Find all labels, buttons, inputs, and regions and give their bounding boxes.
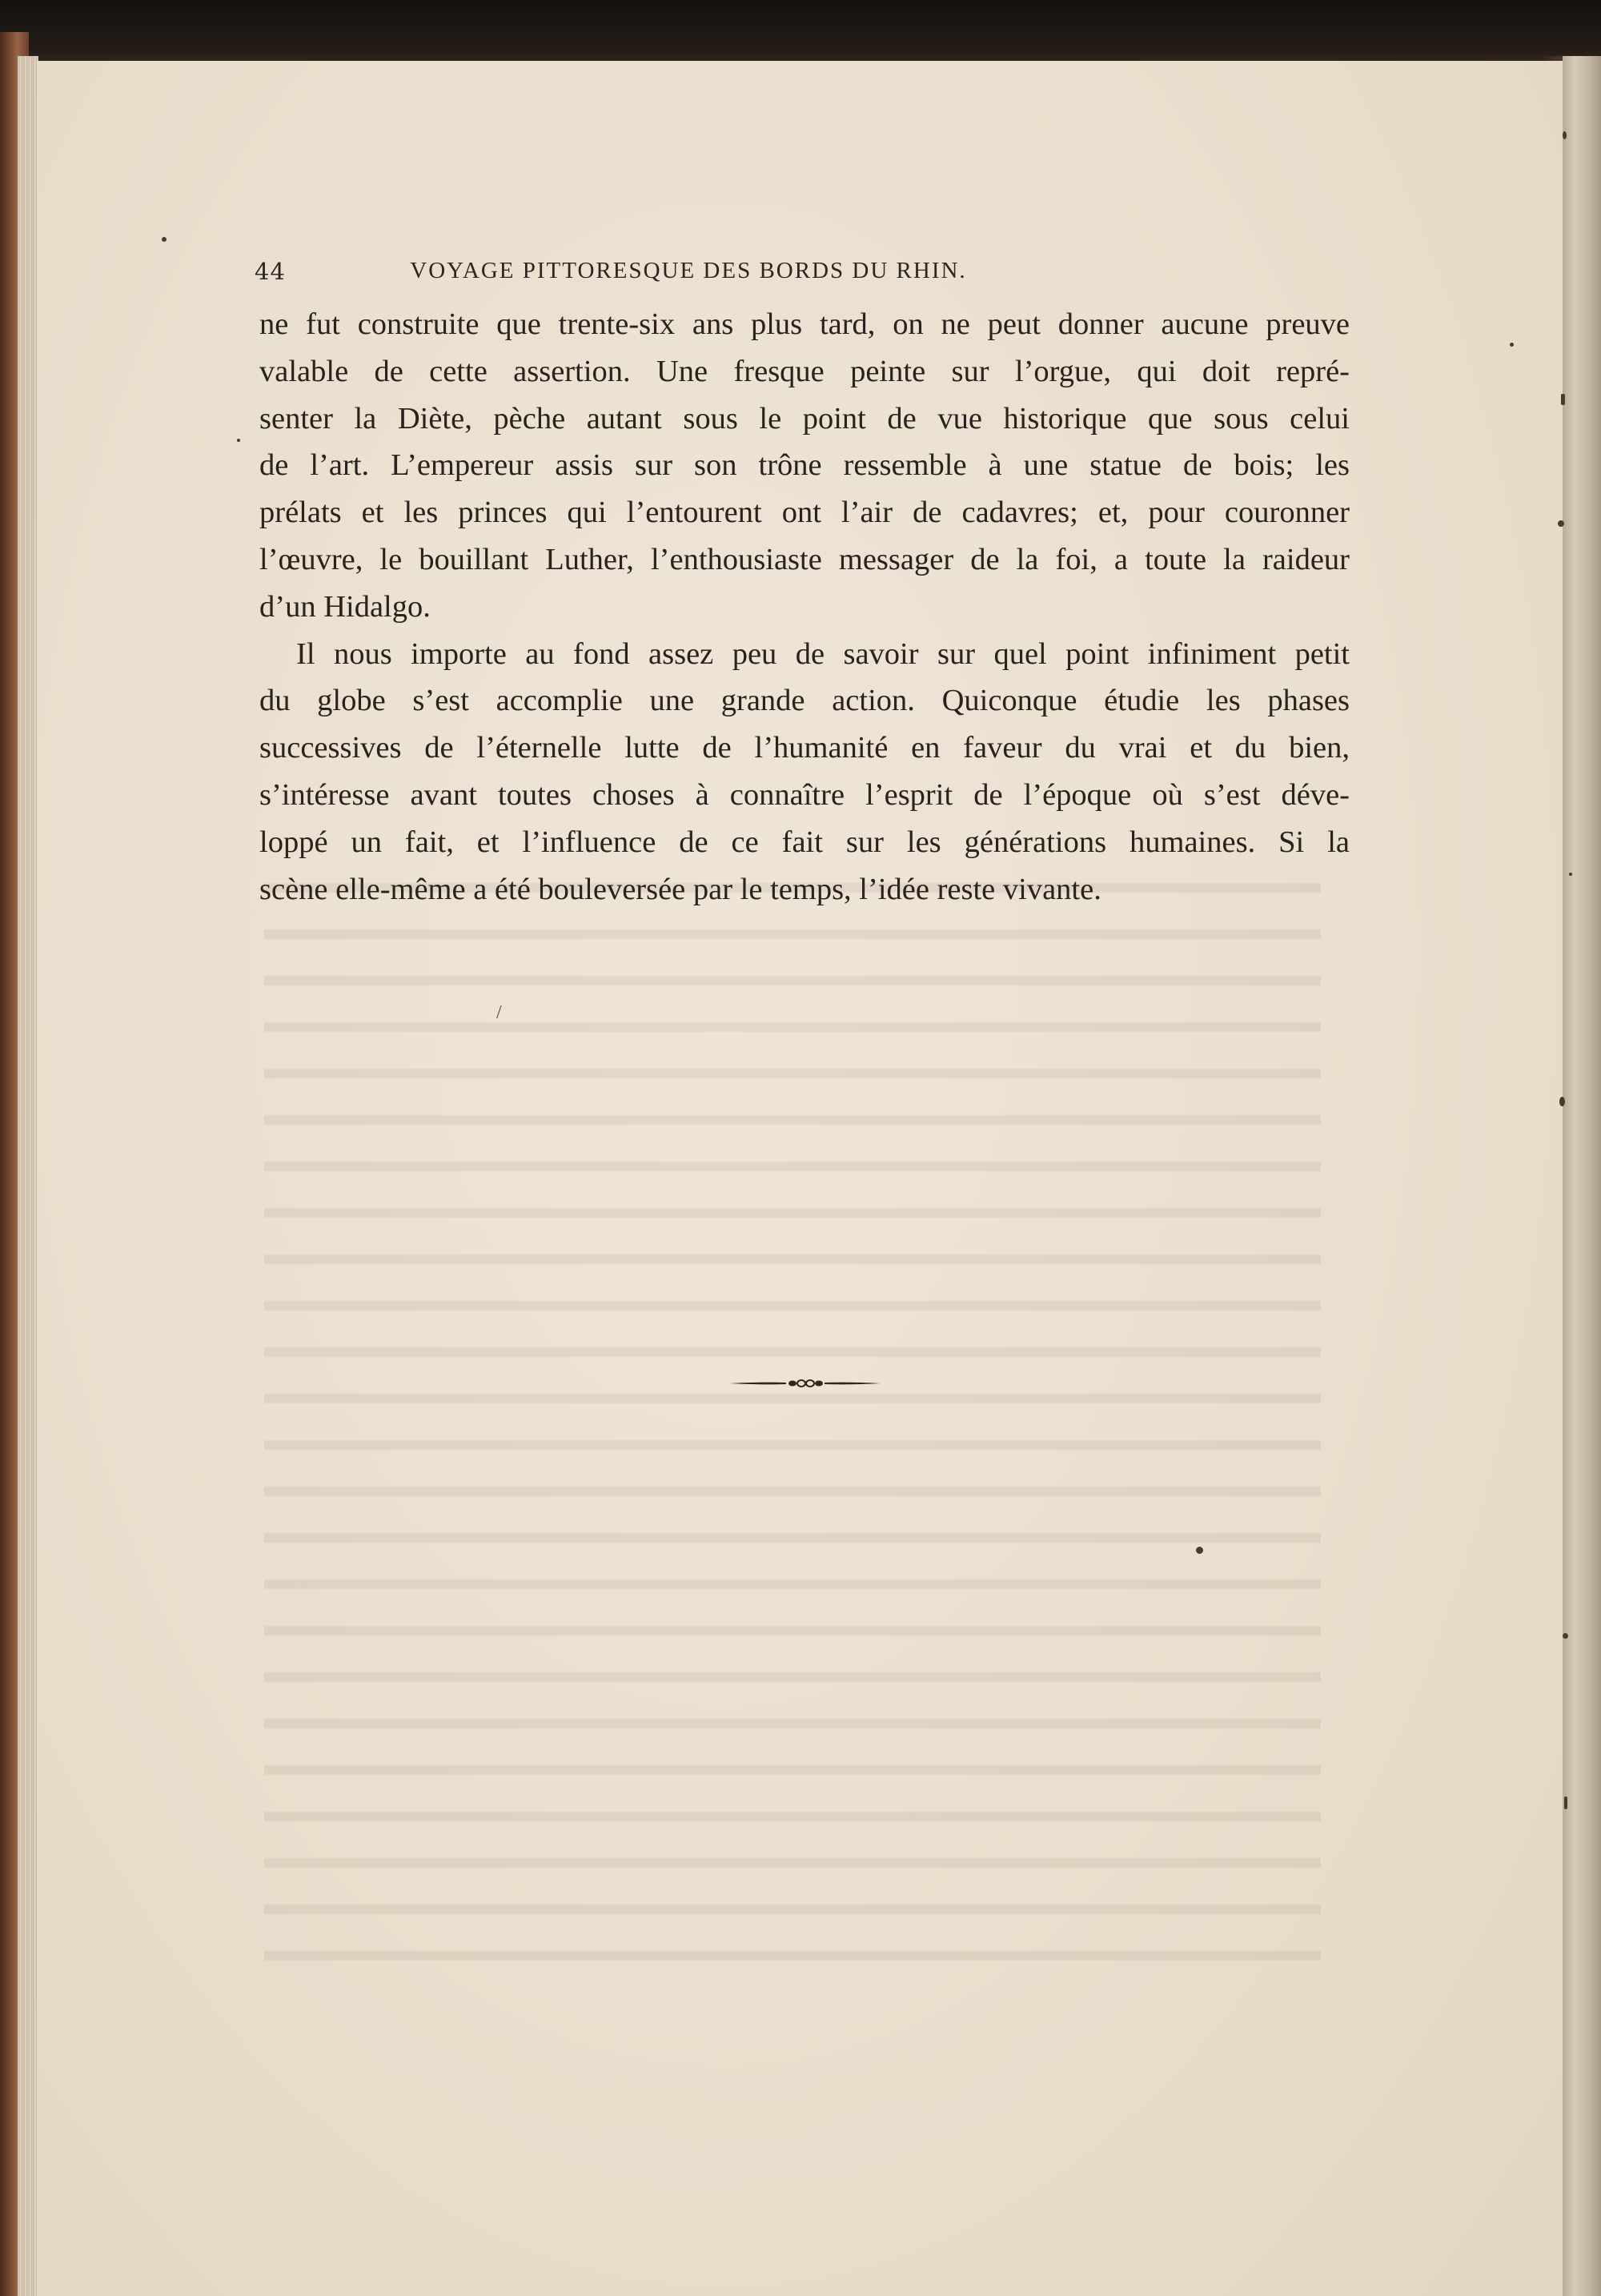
text-line: s’intéresse avant toutes choses à connaître l’esprit de l’époque où s’est déve-	[259, 777, 1350, 812]
speck	[1563, 131, 1567, 139]
paragraph-2	[259, 631, 1350, 913]
fleuron-ornament-icon	[730, 1377, 881, 1390]
left-page-stack	[18, 56, 38, 2296]
stray-mark: /	[496, 1002, 502, 1023]
text-line: valable de cette assertion. Une fresque peinte sur l’orgue, qui doit repré-	[259, 354, 1350, 388]
text-line: ne fut construite que trente-six ans plus tard, on ne peut donner aucune preuve	[259, 307, 1350, 341]
text-line: successives de l’éternelle lutte de l’humanité en faveur du vrai et du bien,	[259, 731, 1350, 765]
text-line: Il nous importe au fond assez peu de savoir sur quel point infiniment petit	[296, 636, 1350, 671]
text-line: prélats et les princes qui l’entourent ont l’air de cadavres; et, pour couronner	[259, 496, 1350, 530]
speck	[1559, 1097, 1565, 1106]
paragraph-1	[259, 301, 1350, 631]
speck	[1564, 1796, 1567, 1809]
speck	[237, 439, 240, 442]
text-line: de l’art. L’empereur assis sur son trône ressemble à une statue de bois; les	[259, 448, 1350, 483]
speck	[1558, 520, 1564, 527]
running-header	[255, 258, 1098, 298]
body-text	[259, 301, 1350, 913]
show-through-text	[264, 865, 1321, 1969]
right-page-stack	[1563, 56, 1601, 2296]
page-number: 44	[255, 258, 286, 285]
speck	[162, 237, 167, 242]
running-title: VOYAGE PITTORESQUE DES BORDS DU RHIN.	[410, 258, 967, 283]
speck	[1510, 343, 1514, 347]
text-line: l’œuvre, le bouillant Luther, l’enthousiaste messager de la foi, a toute la raideur	[259, 542, 1350, 576]
text-line: loppé un fait, et l’influence de ce fait sur les générations humaines. Si la	[259, 825, 1350, 859]
text-line: scène elle-même a été bouleversée par le temps, l’idée reste vivante.	[259, 872, 1101, 906]
speck	[1196, 1547, 1203, 1554]
speck	[1561, 394, 1565, 405]
text-line: d’un Hidalgo.	[259, 589, 431, 624]
speck	[1563, 1633, 1568, 1639]
text-line: senter la Diète, pèche autant sous le point de vue historique que sous celui	[259, 401, 1350, 436]
text-line: du globe s’est accomplie une grande action. Quiconque étudie les phases	[259, 684, 1350, 718]
speck	[1569, 873, 1572, 876]
